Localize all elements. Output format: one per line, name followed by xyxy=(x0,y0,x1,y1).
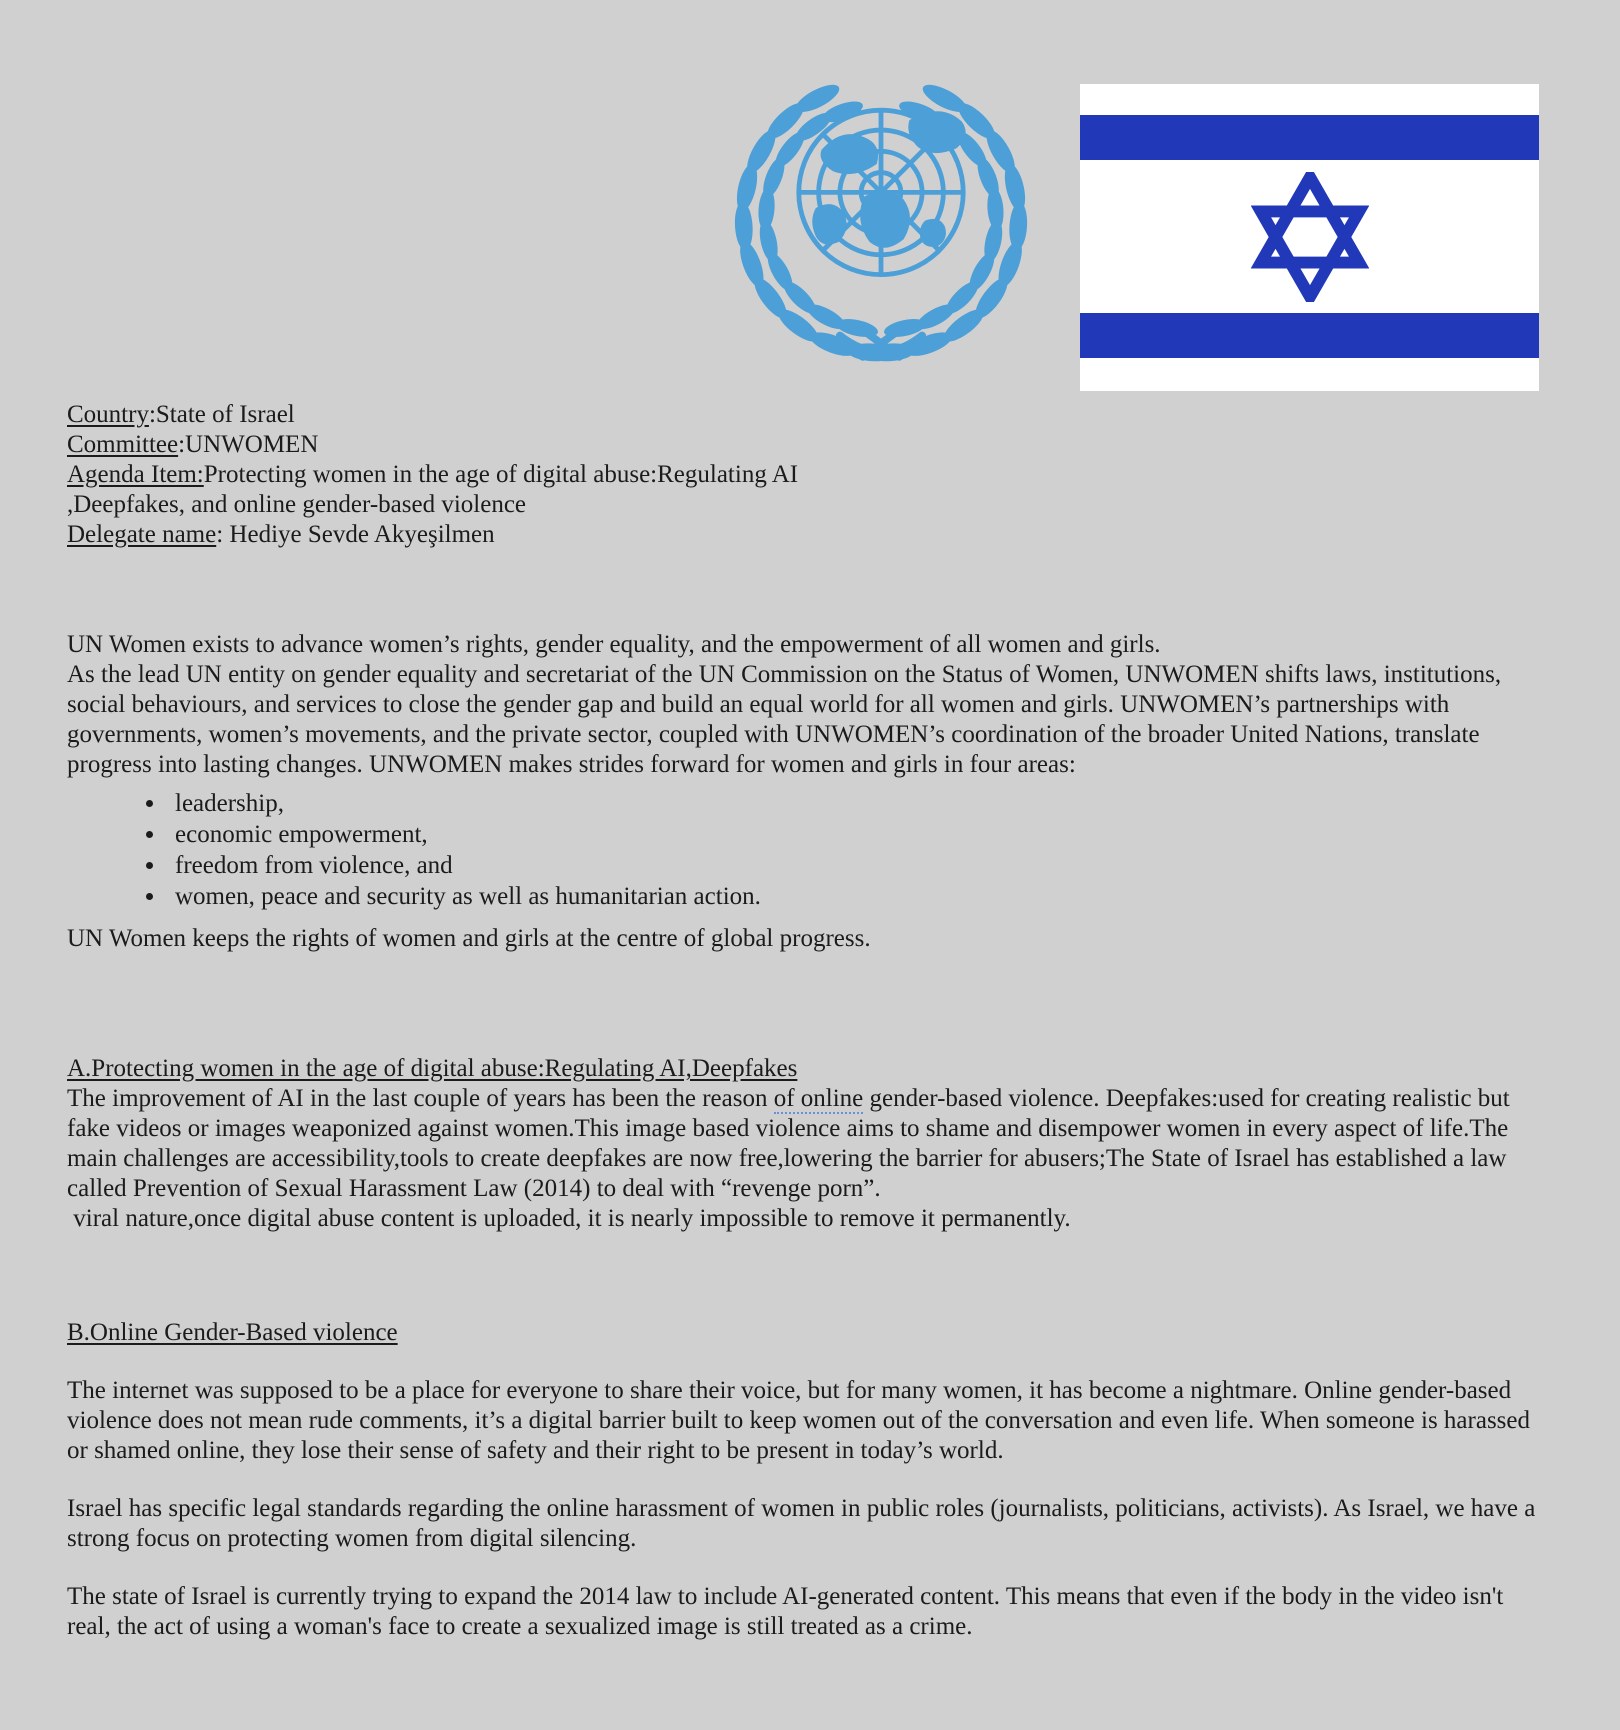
bullet-item-economic: • economic empowerment, xyxy=(167,819,1548,850)
header-line-committee xyxy=(67,430,1548,460)
delegate-value: : Hediye Sevde Akyeşilmen xyxy=(216,521,495,548)
header-line-agenda xyxy=(67,460,1548,490)
section-b-paragraph-2: Israel has specific legal standards regarding the online harassment of women in public roles (journalists, politicians, activists). As Israel, we have a strong focus on protecting women from digital silencing. xyxy=(67,1495,1536,1552)
intro-line-1: UN Women exists to advance women’s rights, gender equality, and the empowerment of all women and girls. xyxy=(67,631,1161,658)
israel-flag xyxy=(1080,84,1539,391)
section-a-text-after: gender-based violence. Deepfakes:used for creating realistic but fake videos or images weaponized against women.This image based violence aims to shame and disempower women in every aspect of life.The main challenges are accessibility,tools to create deepfakes are now free,lowering the barrier for abusers;The State of Israel has established a law called Prevention of Sexual Harassment Law (2014) to deal with “revenge porn”. xyxy=(67,1085,1510,1202)
committee-label: Committee xyxy=(67,431,179,458)
section-a-note-line: viral nature,once digital abuse content is uploaded, it is nearly impossible to remove it permanently. xyxy=(67,1205,1071,1232)
header-images xyxy=(0,0,1620,398)
intro-paragraph xyxy=(67,630,1548,780)
focus-areas xyxy=(67,788,1548,954)
spellcheck-marked-text: of online xyxy=(773,1085,864,1112)
country-value: :State of Israel xyxy=(148,401,295,428)
committee-value: :UNWOMEN xyxy=(178,431,319,458)
header-line-agenda-cont xyxy=(67,490,1548,520)
intro-closing-line: UN Women keeps the rights of women and girls at the centre of global progress. xyxy=(67,925,871,952)
section-b-paragraph-1: The internet was supposed to be a place for everyone to share their voice, but for many women, it has become a nightmare. Online gender-based violence does not mean rude comments, it’s a digital barrier built to keep women out of the conversation and even life. When someone is harassed or shamed online, they lose their sense of safety and their right to be present in today’s world. xyxy=(67,1377,1531,1464)
flag-stripe-bottom xyxy=(1080,313,1539,358)
header-info xyxy=(67,400,1548,550)
star-of-david-icon xyxy=(1251,172,1369,302)
delegate-label: Delegate name xyxy=(67,521,217,548)
agenda-label: Agenda Item: xyxy=(67,461,204,488)
bullet-item-violence: • freedom from violence, and xyxy=(167,850,1548,881)
section-b-paragraph-3: The state of Israel is currently trying to expand the 2014 law to include AI-generated content. This means that even if the body in the video isn't real, the act of using a woman's face to create a sexualized image is still treated as a crime. xyxy=(67,1583,1504,1640)
country-label: Country xyxy=(67,401,149,428)
header-line-country xyxy=(67,400,1548,430)
flag-stripe-top xyxy=(1080,115,1539,160)
un-emblem-icon xyxy=(687,62,1075,388)
bullet-item-peace: • women, peace and security as well as humanitarian action. xyxy=(167,881,1548,912)
intro-body: As the lead UN entity on gender equality and secretariat of the UN Commission on the Status of Women, UNWOMEN shifts laws, institutions, social behaviours, and services to close the gender gap and build an equal world for all women and girls. UNWOMEN’s partnerships with governments, women’s movements, and the private sector, coupled with UNWOMEN’s coordination of the broader United Nations, translate progress into lasting changes. UNWOMEN makes strides forward for women and girls in four areas: xyxy=(67,661,1502,778)
bullet-list xyxy=(167,788,1548,912)
section-a-heading: A.Protecting women in the age of digital abuse:Regulating AI,Deepfakes xyxy=(67,1055,798,1082)
section-b-heading: B.Online Gender-Based violence xyxy=(67,1319,398,1346)
header-line-delegate xyxy=(67,520,1548,550)
section-a-text-before: The improvement of AI in the last couple of years has been the reason xyxy=(67,1085,774,1112)
agenda-value: Protecting women in the age of digital abuse:Regulating AI xyxy=(203,461,799,488)
bullet-item-leadership: • leadership, xyxy=(167,788,1548,819)
section-a-paragraph xyxy=(67,1084,1548,1234)
agenda-cont-value: ,Deepfakes, and online gender-based violence xyxy=(67,491,527,518)
